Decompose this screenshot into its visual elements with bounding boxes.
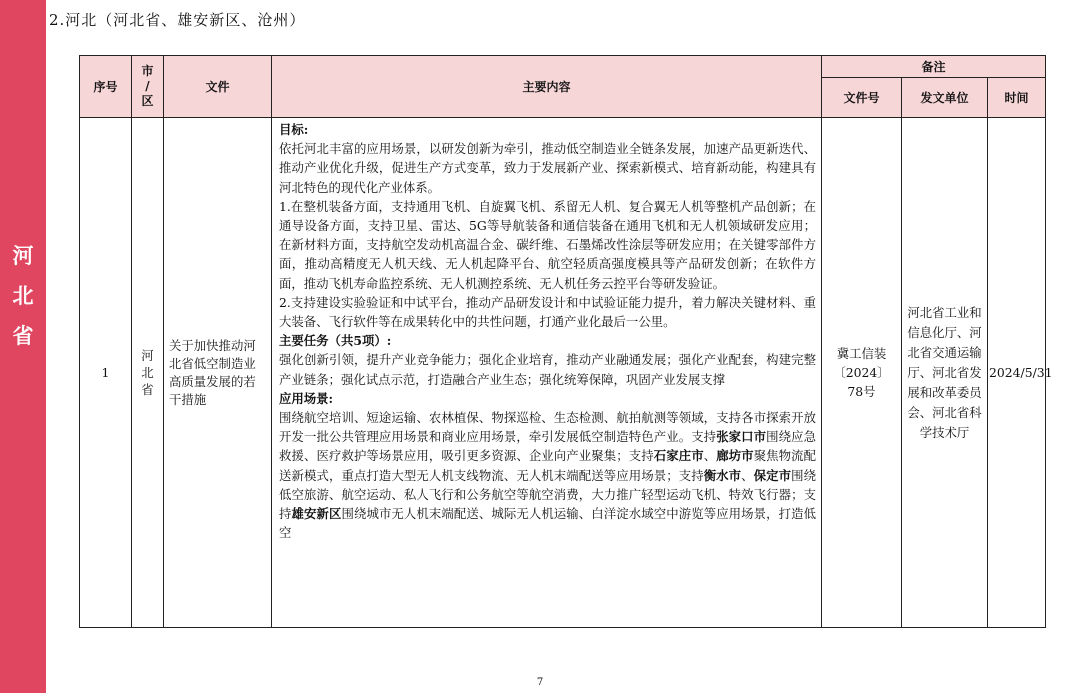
scenes-sep: 、	[703, 448, 717, 464]
side-label-char: 河	[12, 244, 34, 268]
header-content: 主要内容	[272, 56, 822, 118]
doc-no-line: 〔2024〕	[833, 365, 890, 380]
scenes-city: 雄安新区	[291, 506, 342, 522]
scenes-city: 保定市	[753, 467, 792, 483]
header-remarks: 备注	[822, 56, 1046, 78]
header-city	[132, 56, 164, 118]
cell-seq: 1	[80, 118, 132, 628]
header-file: 文件	[164, 56, 272, 118]
doc-no-line: 78号	[847, 384, 876, 399]
scenes-sep: 、	[741, 467, 754, 483]
cell-city-char: 北	[141, 365, 154, 380]
header-city-char: 市	[141, 64, 154, 78]
side-label	[0, 236, 46, 356]
cell-time: 2024/5/31	[988, 118, 1046, 628]
scenes-label: 应用场景:	[279, 390, 334, 406]
cell-city-char: 河	[141, 348, 154, 363]
policy-table	[79, 55, 1053, 628]
header-seq: 序号	[80, 56, 132, 118]
scenes-text: 围绕低空旅游、航空运动、私人飞行和公务航空等航空消费，大力推广轻型运动飞机、特效飞行器；支持	[279, 467, 816, 522]
goal-point-1: 1.在整机装备方面，支持通用飞机、自旋翼飞机、系留无人机、复合翼无人机等整机产品创新；在通导设备方面，支持卫星、雷达、5G等导航装备和通信装备在通用飞机和无人机领域研发应用；在新材料方面，支持航空发动机高温合金、碳纤维、石墨烯改性涂层等研发应用；在关键零部件方面，推动高精度无人机天线、无人机起降平台、航空轻质高强度模具等产品研发创新；在软件方面，推动飞机寿命监控系统、无人机测控系统、无人机任务云控平台等研发验证。	[279, 198, 816, 291]
scenes-text: 围绕城市无人机末端配送、城际无人机运输、白洋淀水域空中游览等应用场景，打造低空	[279, 506, 816, 541]
scenes-city: 廊坊市	[716, 448, 754, 464]
tasks-text: 强化创新引领，提升产业竞争能力；强化企业培育，推动产业融通发展；强化产业配套，构建完整产业链条；强化试点示范，打造融合产业生态；强化统筹保障，巩固产业发展支撑	[279, 352, 816, 387]
header-city-char: /	[145, 79, 150, 93]
cell-city-char: 省	[141, 382, 154, 397]
goal-point-2: 2.支持建设实验验证和中试平台，推动产品研发设计和中试验证能力提升，着力解决关键材料、重大装备、飞行软件等在成果转化中的共性问题，打通产业化最后一公里。	[279, 294, 816, 330]
cell-content	[272, 118, 822, 628]
scenes-text: 围绕应急救援、医疗救护等场景应用，吸引更多资源、企业向产业聚集；支持	[279, 429, 816, 464]
cell-file: 关于加快推动河北省低空制造业高质量发展的若干措施	[164, 118, 272, 628]
header-city-char: 区	[141, 94, 154, 108]
goal-text: 依托河北丰富的应用场景，以研发创新为牵引，推动低空制造业全链条发展，加速产品更新迭代、推动产业优化升级，促进生产方式变革，致力于发展新产业、探索新模式、培育新动能，构建具有河北特色的现代化产业体系。	[279, 141, 816, 195]
doc-no-line: 冀工信装	[836, 346, 887, 361]
section-title: 2.河北（河北省、雄安新区、沧州）	[49, 11, 306, 29]
cell-doc-no	[822, 118, 902, 628]
goal-label: 目标:	[279, 122, 309, 137]
header-issuer: 发文单位	[902, 78, 988, 118]
table-row	[80, 118, 1046, 628]
scenes-city: 张家口市	[716, 429, 767, 445]
cell-issuer: 河北省工业和信息化厅、河北省交通运输厅、河北省发展和改革委员会、河北省科学技术厅	[902, 118, 988, 628]
header-doc-no: 文件号	[822, 78, 902, 118]
side-label-char: 省	[12, 324, 34, 348]
scenes-text: 围绕航空培训、短途运输、农林植保、物探巡检、生态检测、航拍航测等领域，支持各市探索开放开发一批公共管理应用场景和商业应用场景，牵引发展低空制造特色产业。支持	[279, 410, 816, 445]
scenes-paragraph	[279, 408, 816, 542]
header-time: 时间	[988, 78, 1046, 118]
tasks-label: 主要任务（共5项）:	[279, 333, 392, 349]
scenes-city: 衡水市	[703, 467, 742, 483]
page-number: 7	[536, 677, 544, 688]
scenes-city: 石家庄市	[653, 448, 704, 464]
cell-city	[132, 118, 164, 628]
side-label-char: 北	[12, 284, 34, 308]
content-box	[279, 120, 816, 627]
scenes-text: 聚焦物流配送新模式，重点打造大型无人机支线物流、无人机末端配送等应用场景；支持	[279, 448, 816, 483]
